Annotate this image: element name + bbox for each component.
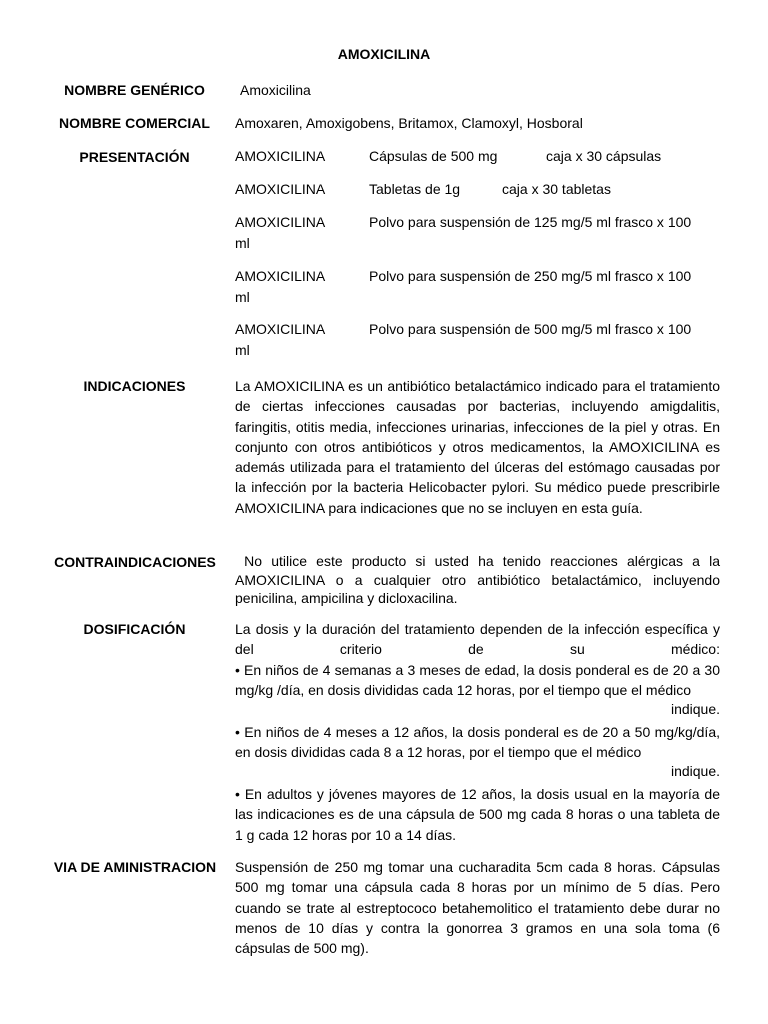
- presentation-item-pack: caja x 30 tabletas: [502, 181, 611, 197]
- document-title: AMOXICILINA: [337, 46, 431, 62]
- text-dosificacion-intro: La dosis y la duración del tratamiento dependen de la infección específica y del criterio de su médico:: [235, 621, 720, 658]
- presentation-item-name: AMOXICILINA: [235, 321, 326, 337]
- label-dosificacion: DOSIFICACIÓN: [83, 621, 186, 637]
- label-presentacion: PRESENTACIÓN: [79, 149, 190, 165]
- text-contraindicaciones: No utilice este producto si usted ha tenido reacciones alérgicas a la AMOXICILINA o a cualquier otro antibiótico betalactámico, incluyendo penicilina, ampicilina y dicloxacilina.: [235, 553, 724, 606]
- presentation-item-cont: ml: [235, 289, 250, 305]
- text-dosificacion-bullet-2: • En niños de 4 meses a 12 años, la dosis ponderal es de 20 a 50 mg/kg/día, en dosis divididas cada 8 a 12 horas, por el tiempo que el médico: [235, 724, 720, 761]
- presentation-item-name: AMOXICILINA: [235, 268, 326, 284]
- presentation-item-name: AMOXICILINA: [235, 214, 326, 230]
- label-via-administracion: VIA DE AMINISTRACION: [53, 859, 217, 875]
- presentation-item-desc: Polvo para suspensión de 250 mg/5 ml frasco x 100: [369, 268, 692, 284]
- presentation-item-desc: Cápsulas de 500 mg: [369, 148, 498, 164]
- label-indicaciones: INDICACIONES: [83, 378, 186, 394]
- text-indicaciones: La AMOXICILINA es un antibiótico betalactámico indicado para el tratamiento de ciertas infecciones causadas por bacterias, incluyendo amigdalitis, faringitis, otitis media, infecciones urinarias, infecciones de la piel y otras. En conjunto con otros antibióticos y otros medicamentos, la AMOXICILINA es además utilizada para el tratamiento del úlceras del estómago causadas por la infección por la bacteria Helicobacter pylori. Su médico puede prescribirle AMOXICILINA para indicaciones que no se incluyen en esta guía.: [235, 378, 720, 516]
- text-dosificacion-bullet-1: • En niños de 4 semanas a 3 meses de edad, la dosis ponderal es de 20 a 30 mg/kg /día, en dosis divididas cada 12 horas, por el tiempo que el médico: [235, 662, 720, 699]
- label-contraindicaciones: CONTRAINDICACIONES: [54, 554, 216, 570]
- presentation-item-cont: ml: [235, 342, 250, 358]
- text-dosificacion-bullet-3: • En adultos y jóvenes mayores de 12 años, la dosis usual en la mayoría de las indicaciones es de una cápsula de 500 mg cada 8 horas o una tableta de 1 g cada 12 horas por 10 a 14 días.: [235, 786, 720, 843]
- text-dosificacion-bullet-1-end: indique.: [670, 701, 720, 717]
- text-via-administracion: Suspensión de 250 mg tomar una cucharadita 5cm cada 8 horas. Cápsulas 500 mg tomar una cápsula cada 8 horas por un mínimo de 5 días. Pero cuando se trate al estreptococo betahemolitico el tratamiento debe durar no menos de 10 días y contra la gonorrea 3 gramos en una sola toma (6 cápsulas de 500 mg).: [235, 859, 720, 957]
- presentation-item-cont: ml: [235, 235, 250, 251]
- text-dosificacion-bullet-2-end: indique.: [670, 763, 720, 779]
- presentation-item-name: AMOXICILINA: [235, 181, 326, 197]
- presentation-item-pack: caja x 30 cápsulas: [546, 148, 662, 164]
- label-nombre-generico: NOMBRE GENÉRICO: [64, 82, 205, 98]
- presentation-item-desc: Polvo para suspensión de 125 mg/5 ml frasco x 100: [369, 214, 692, 230]
- value-nombre-generico: Amoxicilina: [240, 82, 311, 98]
- value-nombre-comercial: Amoxaren, Amoxigobens, Britamox, Clamoxyl, Hosboral: [235, 115, 583, 131]
- presentation-item-desc: Tabletas de 1g: [369, 181, 461, 197]
- presentation-item-name: AMOXICILINA: [235, 148, 326, 164]
- presentation-item-desc: Polvo para suspensión de 500 mg/5 ml frasco x 100: [369, 321, 692, 337]
- label-nombre-comercial: NOMBRE COMERCIAL: [59, 115, 210, 131]
